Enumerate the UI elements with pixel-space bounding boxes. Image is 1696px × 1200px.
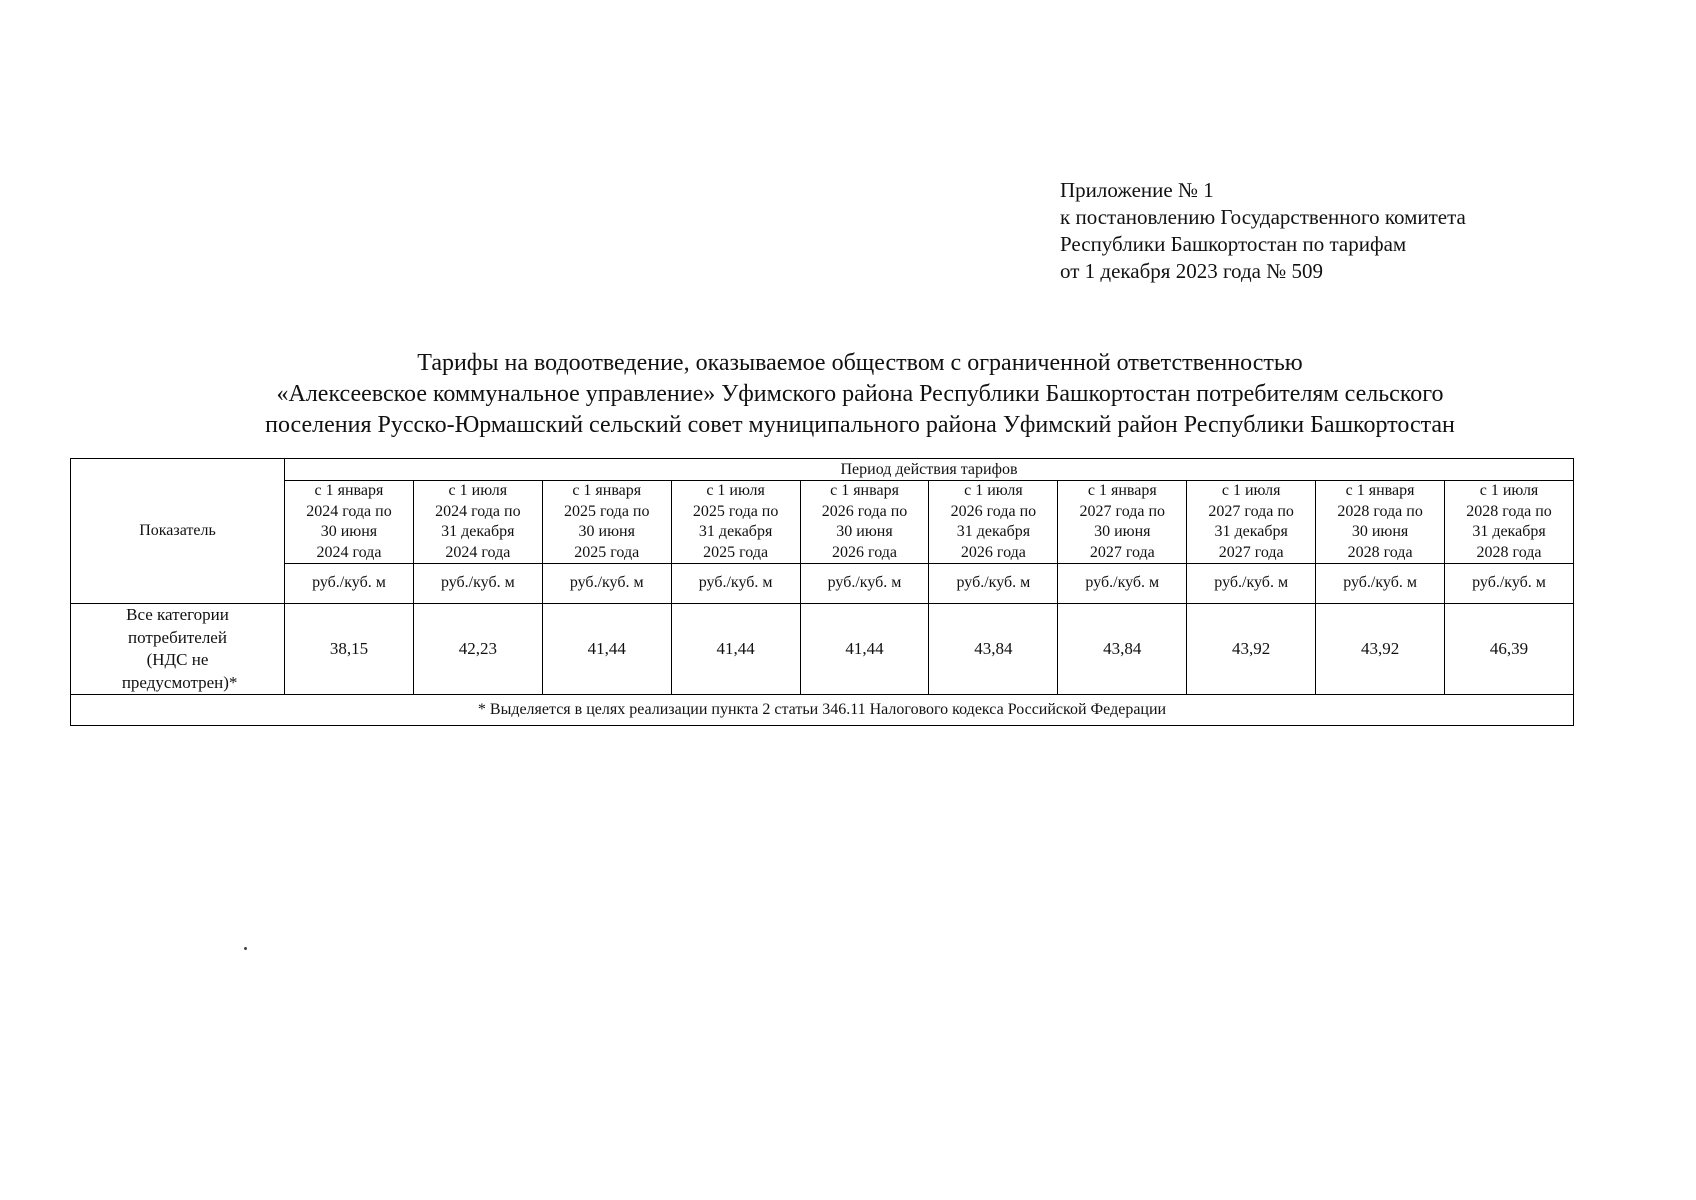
indicator-header: Показатель bbox=[71, 459, 285, 604]
period-header-cell bbox=[542, 481, 671, 564]
tariff-value-cell: 46,39 bbox=[1445, 604, 1574, 695]
period-line: с 1 января bbox=[572, 482, 642, 499]
title-line: «Алексеевское коммунальное управление» Уфимского района Республики Башкортостан потребителям сельского bbox=[276, 381, 1444, 407]
row-label-line: потребителей bbox=[128, 627, 227, 647]
document-title bbox=[60, 348, 1660, 441]
period-line: 31 декабря bbox=[1472, 523, 1546, 540]
unit-cell: руб./куб. м bbox=[671, 564, 800, 604]
period-line: 2027 года bbox=[1089, 543, 1155, 561]
tariff-value-cell: 41,44 bbox=[671, 604, 800, 695]
period-header-cell bbox=[1316, 481, 1445, 564]
period-line: 2026 года по bbox=[950, 502, 1037, 520]
period-line: 30 июня bbox=[1351, 523, 1409, 540]
period-line: 2025 года bbox=[574, 543, 640, 561]
tariff-value-cell: 42,23 bbox=[413, 604, 542, 695]
period-header: Период действия тарифов bbox=[285, 459, 1574, 481]
period-line: 2024 года bbox=[445, 543, 511, 561]
period-line: с 1 июля bbox=[706, 482, 765, 499]
period-line: 2024 года bbox=[316, 543, 382, 561]
tariff-value-cell: 41,44 bbox=[542, 604, 671, 695]
appendix-line: Республики Башкортостан по тарифам bbox=[1060, 232, 1407, 256]
period-line: 2028 года по bbox=[1337, 502, 1423, 520]
period-line: 2027 года по bbox=[1208, 502, 1294, 520]
period-line: с 1 июля bbox=[964, 482, 1023, 499]
appendix-line: к постановлению Государственного комитета bbox=[1060, 205, 1466, 229]
tariff-value-cell: 43,92 bbox=[1187, 604, 1316, 695]
appendix-block bbox=[1060, 177, 1620, 285]
period-line: 2027 года по bbox=[1079, 502, 1166, 520]
period-line: 30 июня bbox=[836, 523, 893, 540]
header-row-units bbox=[71, 564, 1574, 604]
tariff-value-cell: 38,15 bbox=[285, 604, 414, 695]
unit-cell: руб./куб. м bbox=[413, 564, 542, 604]
period-line: 2027 года bbox=[1218, 543, 1284, 561]
unit-cell: руб./куб. м bbox=[1058, 564, 1187, 604]
period-header-cell bbox=[1187, 481, 1316, 564]
scan-speck bbox=[244, 947, 247, 950]
period-line: с 1 января bbox=[314, 482, 384, 499]
unit-cell: руб./куб. м bbox=[1187, 564, 1316, 604]
footnote-row bbox=[71, 695, 1574, 726]
period-line: 2024 года по bbox=[306, 502, 392, 520]
period-line: 2025 года bbox=[703, 543, 769, 561]
period-line: 2024 года по bbox=[435, 502, 521, 520]
period-line: 2026 года по bbox=[821, 502, 908, 520]
period-line: 30 июня bbox=[578, 523, 635, 540]
header-row-period bbox=[71, 459, 1574, 481]
period-header-cell bbox=[285, 481, 414, 564]
period-header-cell bbox=[800, 481, 929, 564]
unit-cell: руб./куб. м bbox=[285, 564, 414, 604]
row-label-line: Все категории bbox=[126, 605, 229, 624]
appendix-line: Приложение № 1 bbox=[1060, 178, 1214, 202]
tariff-table bbox=[70, 458, 1574, 726]
unit-cell: руб./куб. м bbox=[800, 564, 929, 604]
period-line: 2025 года по bbox=[692, 502, 779, 520]
period-line: с 1 июля bbox=[448, 482, 508, 499]
period-header-cell bbox=[413, 481, 542, 564]
tariff-value-cell: 43,84 bbox=[1058, 604, 1187, 695]
period-line: 2026 года bbox=[960, 543, 1026, 561]
period-header-cell bbox=[671, 481, 800, 564]
period-line: 2025 года по bbox=[563, 502, 650, 520]
footnote: * Выделяется в целях реализации пункта 2 статьи 346.11 Налогового кодекса Российской Федерации bbox=[71, 695, 1574, 726]
period-line: 31 декабря bbox=[956, 523, 1031, 540]
period-line: 31 декабря bbox=[1214, 523, 1288, 540]
appendix-line: от 1 декабря 2023 года № 509 bbox=[1060, 259, 1323, 283]
period-line: 2028 года bbox=[1347, 543, 1413, 561]
period-line: с 1 июля bbox=[1479, 482, 1539, 499]
period-line: 30 июня bbox=[320, 523, 378, 540]
header-row-dates bbox=[71, 481, 1574, 564]
tariff-value-cell: 43,84 bbox=[929, 604, 1058, 695]
unit-cell: руб./куб. м bbox=[929, 564, 1058, 604]
title-line: поселения Русско-Юрмашский сельский совет муниципального района Уфимский район Республики Башкортостан bbox=[265, 412, 1455, 438]
period-line: 2028 года bbox=[1476, 543, 1542, 561]
unit-cell: руб./куб. м bbox=[1445, 564, 1574, 604]
table-row bbox=[71, 604, 1574, 695]
period-line: 31 декабря bbox=[698, 523, 773, 540]
period-line: 2026 года bbox=[832, 543, 897, 561]
period-line: с 1 июля bbox=[1221, 482, 1281, 499]
period-line: 31 декабря bbox=[441, 523, 515, 540]
unit-cell: руб./куб. м bbox=[542, 564, 671, 604]
period-line: 30 июня bbox=[1094, 523, 1151, 540]
title-line: Тарифы на водоотведение, оказываемое обществом с ограниченной ответственностью bbox=[417, 350, 1303, 376]
row-label-line: (НДС не bbox=[146, 650, 209, 669]
period-line: 2028 года по bbox=[1466, 502, 1552, 520]
period-line: с 1 января bbox=[1087, 482, 1157, 499]
period-header-cell bbox=[1445, 481, 1574, 564]
tariff-value-cell: 43,92 bbox=[1316, 604, 1445, 695]
period-header-cell bbox=[1058, 481, 1187, 564]
period-line: с 1 января bbox=[830, 482, 899, 499]
period-line: с 1 января bbox=[1345, 482, 1415, 499]
row-label-line: предусмотрен)* bbox=[117, 672, 238, 692]
unit-cell: руб./куб. м bbox=[1316, 564, 1445, 604]
period-header-cell bbox=[929, 481, 1058, 564]
tariff-value-cell: 41,44 bbox=[800, 604, 929, 695]
row-label bbox=[71, 604, 285, 695]
